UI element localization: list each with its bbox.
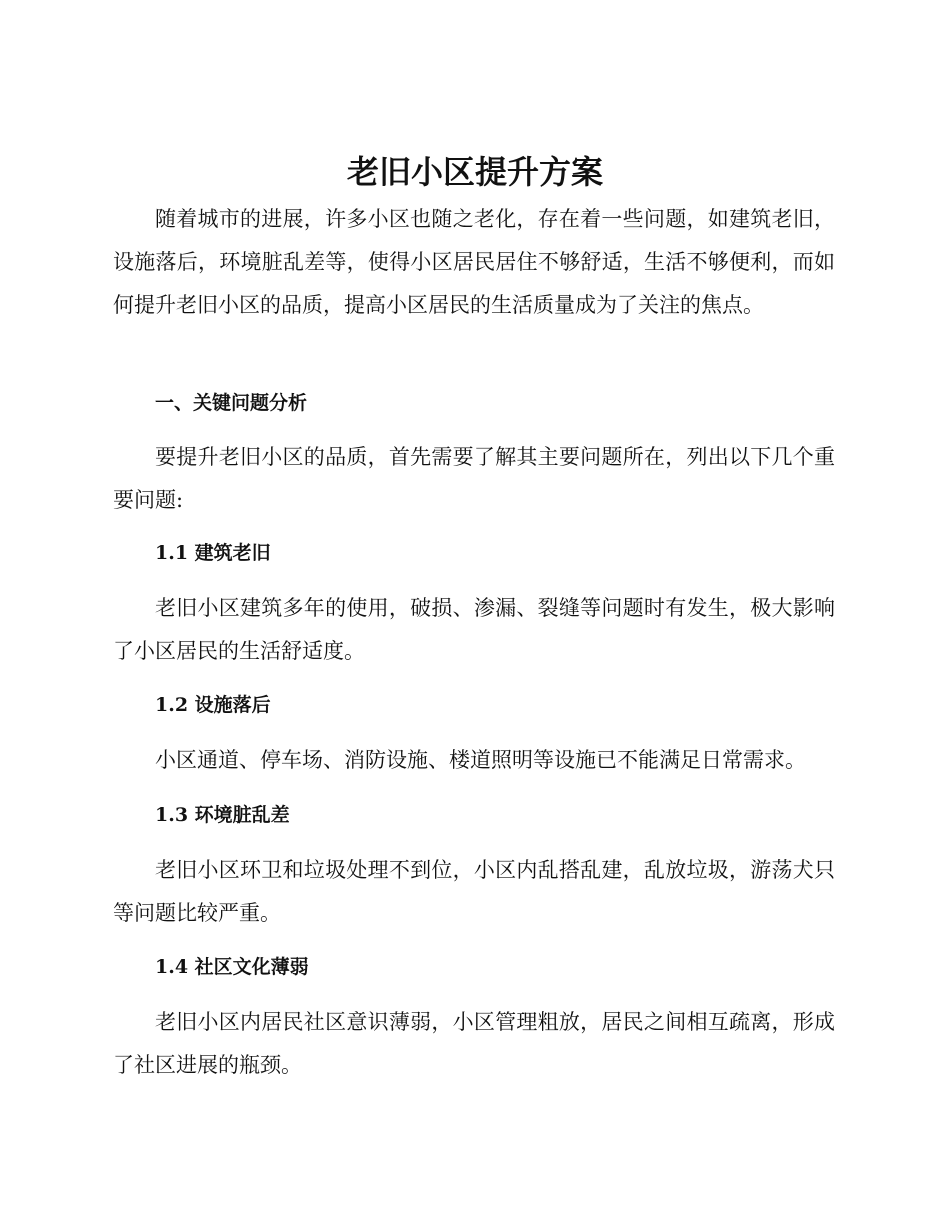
paragraph-1-3: 老旧小区环卫和垃圾处理不到位，小区内乱搭乱建，乱放垃圾，游荡犬只等问题比较严重。 <box>113 858 835 925</box>
subheading-1-3: 1.3 环境脏乱差 <box>155 804 290 826</box>
subheading-1-1: 1.1 建筑老旧 <box>155 542 271 564</box>
subheading-1-4: 1.4 社区文化薄弱 <box>155 956 309 978</box>
paragraph-1-1: 老旧小区建筑多年的使用，破损、渗漏、裂缝等问题时有发生，极大影响了小区居民的生活舒适度。 <box>113 596 835 663</box>
document-title: 老旧小区提升方案 <box>346 153 603 191</box>
subheading-1-2: 1.2 设施落后 <box>155 694 271 716</box>
paragraph-1-4: 老旧小区内居民社区意识薄弱，小区管理粗放，居民之间相互疏离，形成了社区进展的瓶颈。 <box>113 1010 835 1077</box>
intro-paragraph: 随着城市的进展，许多小区也随之老化，存在着一些问题，如建筑老旧，设施落后，环境脏乱差等，使得小区居民居住不够舒适，生活不够便利，而如何提升老旧小区的品质，提高小区居民的生活质量成为了关注的焦点。 <box>113 207 835 317</box>
section-heading-key-issues: 一、关键问题分析 <box>155 392 308 414</box>
paragraph-1-2: 小区通道、停车场、消防设施、楼道照明等设施已不能满足日常需求。 <box>155 748 806 772</box>
section-intro-paragraph: 要提升老旧小区的品质，首先需要了解其主要问题所在，列出以下几个重要问题: <box>113 445 835 512</box>
